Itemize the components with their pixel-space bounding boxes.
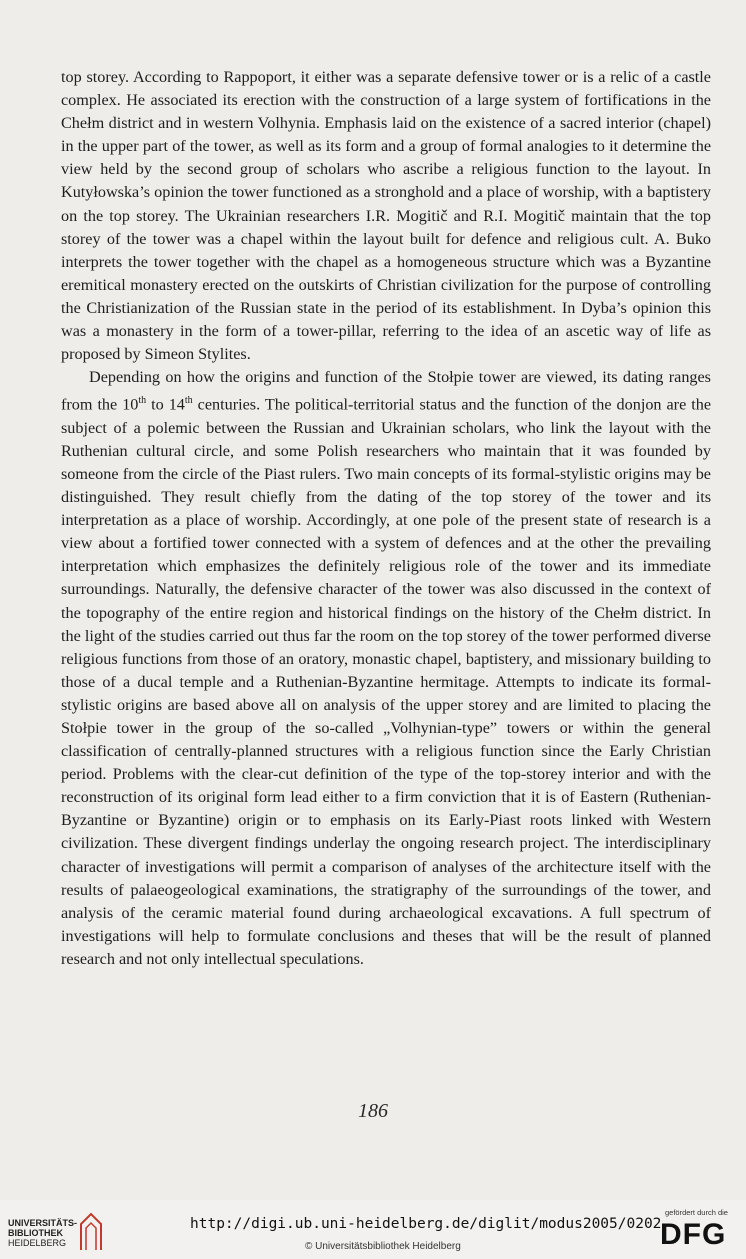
- library-logo: [8, 1218, 77, 1248]
- paragraph: Depending on how the origins and function of the Stołpie tower are viewed, its dating ranges from the 10th to 14th centuries. The political-territorial status and the function of the donjon are the subject of a polemic between the Russian and Ukrainian scholars, who link the layout with the Ruthenian cultural circle, and some Polish researchers who maintain that it was founded by someone from the circle of the Piast rulers. Two main concepts of its formal-stylistic origins may be distinguished. They result chiefly from the dating of the top storey of the tower and its interpretation as a place of worship. Accordingly, at one pole of the present state of research is a view about a fortified tower connected with a system of defences and at the other the prevailing interpretation which emphasizes the definitely religious role of the tower and its immediate surroundings. Naturally, the defensive character of the tower was also discussed in the context of the topography of the entire region and historical findings on the history of the Chełm district. In the light of the studies carried out thus far the room on the top storey of the tower performed diverse religious functions from those of an oratory, monastic chapel, baptistery, and missionary building to those of a ducal temple and a Ruthenian-Byzantine hermitage. Attempts to indicate its formal-stylistic origins are based above all on analysis of the upper storey and are limited to placing the Stołpie tower in the group of the so-called „Volhynian-type” towers or within the general classification of centrally-planned structures with a religious function since the Early Christian period. Problems with the clear-cut definition of the type of the top-storey interior and with the reconstruction of its original form lead either to a firm conviction that it is of Eastern (Ruthenian-Byzantine or Byzantine) origin or to emphasis on its Early-Piast roots linked with Western civilization. These divergent findings underlay the ongoing research project. The interdisciplinary character of investigations will permit a comparison of analyses of the architecture itself with the results of palaeogeological examinations, the stratigraphy of the surroundings of the tower, and analysis of the ceramic material found during archaeological excavations. A full spectrum of investigations will help to formulate conclusions and theses that will be the result of planned research and not only intellectual speculations.: [61, 368, 712, 968]
- copyright-notice: © Universitätsbibliothek Heidelberg: [305, 1241, 461, 1252]
- body-text: [61, 66, 711, 971]
- library-name-line: UNIVERSITÄTS-: [8, 1218, 78, 1228]
- library-name-line: HEIDELBERG: [8, 1238, 67, 1248]
- dfg-logo: DFG: [660, 1218, 727, 1251]
- library-emblem-icon: [78, 1210, 104, 1252]
- source-url-link[interactable]: http://digi.ub.uni-heidelberg.de/diglit/modus2005/0202: [190, 1216, 662, 1232]
- funding-note: gefördert durch die: [665, 1208, 728, 1217]
- paragraph: top storey. According to Rappoport, it either was a separate defensive tower or is a relic of a castle complex. He associated its erection with the construction of a large system of fortifications in the Chełm district and in western Volhynia. Emphasis laid on the existence of a sacred interior (chapel) in the upper part of the tower, as well as its form and a group of formal analogies to it determine the view held by the second group of scholars who ascribe a religious function to the layout. In Kutyłowska’s opinion the tower functioned as a stronghold and a place of worship, with a baptistery on the top storey. The Ukrainian researchers I.R. Mogitič and R.I. Mogitič maintain that the top storey of the tower was a chapel within the layout built for defence and religious cult. A. Buko interprets the tower together with the chapel as a homogeneous structure which was a Byzantine eremitical monastery erected on the outskirts of Christian civilization for the purpose of controlling the Christianization of the Russian state in the period of its establishment. In Dyba’s opinion this was a monastery in the form of a tower-pillar, referring to the idea of an ascetic way of life as proposed by Simeon Stylites.: [61, 68, 711, 364]
- library-name-line: BIBLIOTHEK: [8, 1228, 63, 1238]
- page-number: 186: [358, 1100, 388, 1122]
